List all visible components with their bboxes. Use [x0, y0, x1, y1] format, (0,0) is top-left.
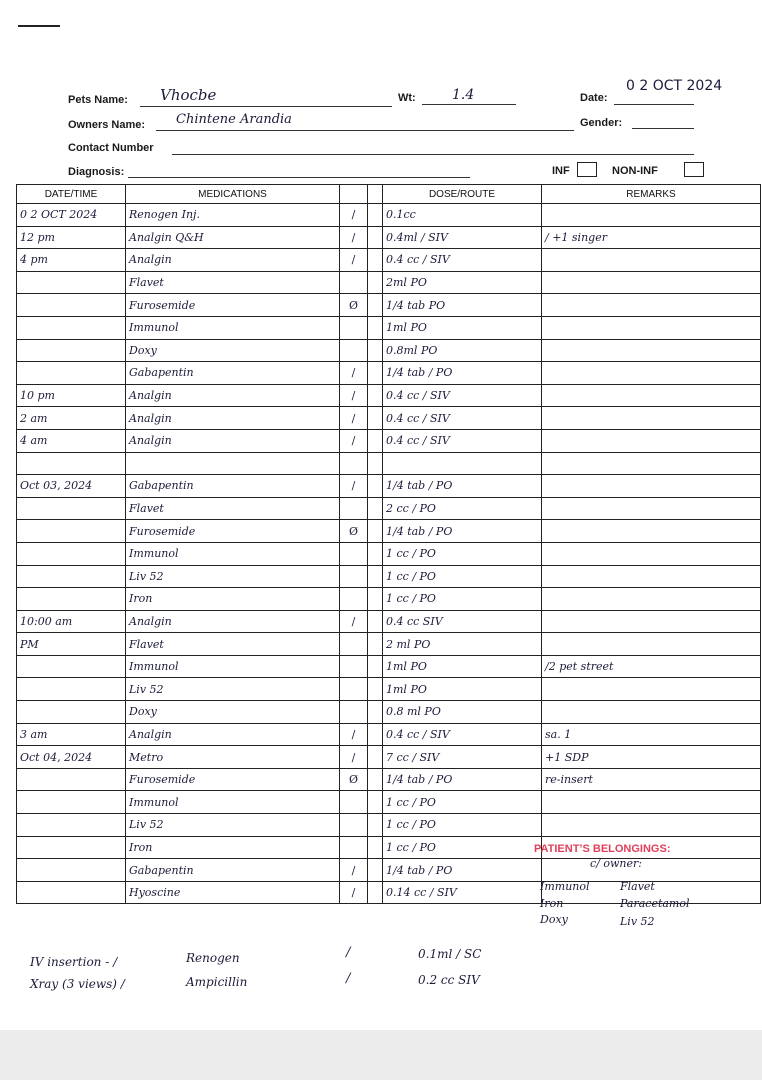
date-cell[interactable] — [17, 565, 126, 588]
dose-route-cell[interactable]: 1 cc / PO — [383, 542, 542, 565]
check-mark-cell[interactable] — [340, 339, 368, 362]
col-header-medications: MEDICATIONS — [126, 185, 340, 204]
date-cell[interactable]: 10 pm — [17, 384, 126, 407]
medication-cell[interactable]: Hyoscine — [126, 881, 340, 904]
table-row — [17, 249, 761, 272]
table-row — [17, 407, 761, 430]
check-mark-cell[interactable]: / — [340, 362, 368, 385]
remarks-cell[interactable] — [542, 294, 761, 317]
table-row — [17, 429, 761, 452]
remarks-cell[interactable] — [542, 452, 761, 475]
blank-cell[interactable] — [368, 678, 383, 701]
medication-cell[interactable] — [126, 452, 340, 475]
dose-route-cell[interactable]: 1/4 tab / PO — [383, 859, 542, 882]
blank-cell[interactable] — [368, 294, 383, 317]
table-row — [17, 294, 761, 317]
blank-cell[interactable] — [368, 791, 383, 814]
blank-cell[interactable] — [368, 339, 383, 362]
remarks-cell[interactable] — [542, 475, 761, 498]
medication-cell[interactable]: Metro — [126, 746, 340, 769]
remarks-cell[interactable] — [542, 316, 761, 339]
date-cell[interactable]: 3 am — [17, 723, 126, 746]
date-cell[interactable]: 2 am — [17, 407, 126, 430]
remarks-cell[interactable]: sa. 1 — [542, 723, 761, 746]
blank-cell[interactable] — [368, 633, 383, 656]
blank-cell[interactable] — [368, 429, 383, 452]
inf-label: INF — [552, 165, 570, 177]
dose-route-cell[interactable]: 0.1cc — [383, 204, 542, 227]
check-mark-cell[interactable]: / — [340, 249, 368, 272]
belongings-item: Flavet — [620, 880, 655, 893]
check-mark-cell[interactable]: / — [340, 429, 368, 452]
date-cell[interactable]: 4 pm — [17, 249, 126, 272]
date-cell[interactable] — [17, 881, 126, 904]
wt-line — [422, 104, 516, 105]
dose-route-cell[interactable]: 1ml PO — [383, 316, 542, 339]
dose-route-cell[interactable]: 1 cc / PO — [383, 836, 542, 859]
dose-route-cell[interactable] — [383, 452, 542, 475]
date-cell[interactable] — [17, 294, 126, 317]
remarks-cell[interactable] — [542, 633, 761, 656]
remarks-cell[interactable] — [542, 362, 761, 385]
dose-route-cell[interactable]: 1/4 tab PO — [383, 294, 542, 317]
dose-route-cell[interactable]: 0.4 cc / SIV — [383, 723, 542, 746]
table-header-row — [17, 185, 761, 204]
table-row — [17, 678, 761, 701]
blank-cell[interactable] — [368, 407, 383, 430]
blank-cell[interactable] — [368, 226, 383, 249]
dose-route-cell[interactable]: 1/4 tab / PO — [383, 768, 542, 791]
col-header-blank — [368, 185, 383, 204]
footer-note-mark: / — [346, 971, 351, 986]
diagnosis-line — [128, 177, 470, 178]
check-mark-cell[interactable] — [340, 701, 368, 724]
date-cell[interactable] — [17, 362, 126, 385]
belongings-item: Paracetamol — [620, 897, 690, 910]
table-row — [17, 226, 761, 249]
table-row — [17, 339, 761, 362]
table-row — [17, 723, 761, 746]
date-cell[interactable] — [17, 791, 126, 814]
medication-cell[interactable]: Gabapentin — [126, 362, 340, 385]
check-mark-cell[interactable]: Ø — [340, 768, 368, 791]
table-row — [17, 362, 761, 385]
medication-cell[interactable]: Liv 52 — [126, 814, 340, 837]
blank-cell[interactable] — [368, 723, 383, 746]
remarks-cell[interactable] — [542, 610, 761, 633]
blank-cell[interactable] — [368, 655, 383, 678]
table-row — [17, 565, 761, 588]
check-mark-cell[interactable]: / — [340, 407, 368, 430]
blank-cell[interactable] — [368, 859, 383, 882]
table-row — [17, 316, 761, 339]
remarks-cell[interactable] — [542, 339, 761, 362]
belongings-item: Iron — [540, 897, 564, 910]
medication-cell[interactable]: Analgin — [126, 723, 340, 746]
footer-note-dose: 0.2 cc SIV — [418, 973, 480, 987]
non-inf-checkbox[interactable] — [684, 162, 704, 177]
contact-line — [172, 154, 694, 155]
table-row — [17, 746, 761, 769]
check-mark-cell[interactable]: / — [340, 226, 368, 249]
remarks-cell[interactable] — [542, 814, 761, 837]
remarks-cell[interactable]: +1 SDP — [542, 746, 761, 769]
medication-cell[interactable]: Gabapentin — [126, 859, 340, 882]
remarks-cell[interactable] — [542, 497, 761, 520]
date-cell[interactable] — [17, 678, 126, 701]
table-row — [17, 452, 761, 475]
col-header-check — [340, 185, 368, 204]
remarks-cell[interactable] — [542, 588, 761, 611]
corner-mark — [18, 25, 60, 27]
col-header-dose: DOSE/ROUTE — [383, 185, 542, 204]
dose-route-cell[interactable]: 1ml PO — [383, 655, 542, 678]
diagnosis-label: Diagnosis: — [68, 166, 125, 178]
check-mark-cell[interactable]: / — [340, 723, 368, 746]
dose-route-cell[interactable]: 0.8 ml PO — [383, 701, 542, 724]
dose-route-cell[interactable]: 2 ml PO — [383, 633, 542, 656]
date-cell[interactable] — [17, 859, 126, 882]
table-row — [17, 610, 761, 633]
medication-cell[interactable]: Liv 52 — [126, 565, 340, 588]
medication-cell[interactable]: Analgin — [126, 249, 340, 272]
blank-cell[interactable] — [368, 249, 383, 272]
pets-name-line — [140, 106, 392, 107]
date-cell[interactable] — [17, 271, 126, 294]
date-value[interactable]: 0 2 OCT 2024 — [626, 78, 723, 94]
remarks-cell[interactable] — [542, 859, 761, 882]
blank-cell[interactable] — [368, 881, 383, 904]
check-mark-cell[interactable]: Ø — [340, 520, 368, 543]
owners-name-label: Owners Name: — [68, 119, 146, 131]
check-mark-cell[interactable] — [340, 588, 368, 611]
check-mark-cell[interactable] — [340, 633, 368, 656]
footer-note-med: Ampicillin — [186, 975, 248, 989]
check-mark-cell[interactable] — [340, 655, 368, 678]
check-mark-cell[interactable] — [340, 542, 368, 565]
remarks-cell[interactable] — [542, 384, 761, 407]
dose-route-cell[interactable]: 1 cc / PO — [383, 565, 542, 588]
medication-cell[interactable]: Iron — [126, 836, 340, 859]
date-cell[interactable]: Oct 03, 2024 — [17, 475, 126, 498]
dose-route-cell[interactable]: 1 cc / PO — [383, 791, 542, 814]
date-cell[interactable] — [17, 701, 126, 724]
belongings-item: Liv 52 — [620, 915, 655, 928]
table-row — [17, 204, 761, 227]
date-cell[interactable] — [17, 814, 126, 837]
dose-route-cell[interactable]: 1/4 tab / PO — [383, 520, 542, 543]
remarks-cell[interactable] — [542, 429, 761, 452]
medication-cell[interactable]: Iron — [126, 588, 340, 611]
table-row — [17, 814, 761, 837]
table-row — [17, 475, 761, 498]
medication-cell[interactable]: Flavet — [126, 271, 340, 294]
check-mark-cell[interactable] — [340, 497, 368, 520]
gender-label: Gender: — [580, 117, 623, 129]
date-line — [614, 104, 694, 105]
belongings-item: Doxy — [540, 913, 568, 926]
remarks-cell[interactable] — [542, 204, 761, 227]
check-mark-cell[interactable] — [340, 452, 368, 475]
remarks-cell[interactable] — [542, 791, 761, 814]
check-mark-cell[interactable]: / — [340, 746, 368, 769]
footer-note-mark: / — [346, 945, 351, 960]
gender-line — [632, 128, 694, 129]
dose-route-cell[interactable]: 0.4 cc / SIV — [383, 429, 542, 452]
date-cell[interactable] — [17, 836, 126, 859]
check-mark-cell[interactable]: / — [340, 881, 368, 904]
dose-route-cell[interactable]: 7 cc / SIV — [383, 746, 542, 769]
dose-route-cell[interactable]: 1 cc / PO — [383, 588, 542, 611]
pets-name-label: Pets Name: — [68, 94, 128, 106]
medication-cell[interactable]: Doxy — [126, 339, 340, 362]
date-cell[interactable] — [17, 316, 126, 339]
blank-cell[interactable] — [368, 542, 383, 565]
check-mark-cell[interactable] — [340, 678, 368, 701]
remarks-cell[interactable] — [542, 271, 761, 294]
col-header-date: DATE/TIME — [17, 185, 126, 204]
medication-cell[interactable]: Analgin — [126, 407, 340, 430]
medication-cell[interactable]: Flavet — [126, 633, 340, 656]
remarks-cell[interactable]: re-insert — [542, 768, 761, 791]
date-cell[interactable] — [17, 655, 126, 678]
medication-cell[interactable]: Analgin — [126, 384, 340, 407]
check-mark-cell[interactable] — [340, 271, 368, 294]
blank-cell[interactable] — [368, 610, 383, 633]
footer-note-dose: 0.1ml / SC — [418, 947, 482, 961]
dose-route-cell[interactable]: 2 cc / PO — [383, 497, 542, 520]
blank-cell[interactable] — [368, 475, 383, 498]
date-cell[interactable] — [17, 497, 126, 520]
medication-cell[interactable]: Furosemide — [126, 294, 340, 317]
medication-table — [16, 184, 761, 904]
table-row — [17, 791, 761, 814]
dose-route-cell[interactable]: 1/4 tab / PO — [383, 362, 542, 385]
medication-cell[interactable]: Doxy — [126, 701, 340, 724]
remarks-cell[interactable] — [542, 407, 761, 430]
remarks-cell[interactable] — [542, 249, 761, 272]
medication-cell[interactable]: Immunol — [126, 316, 340, 339]
table-row — [17, 655, 761, 678]
remarks-cell[interactable] — [542, 520, 761, 543]
medication-cell[interactable]: Furosemide — [126, 768, 340, 791]
blank-cell[interactable] — [368, 701, 383, 724]
check-mark-cell[interactable] — [340, 791, 368, 814]
medication-cell[interactable]: Immunol — [126, 655, 340, 678]
dose-route-cell[interactable]: 1/4 tab / PO — [383, 475, 542, 498]
blank-cell[interactable] — [368, 452, 383, 475]
medication-cell[interactable]: Analgin — [126, 429, 340, 452]
remarks-cell[interactable] — [542, 542, 761, 565]
remarks-cell[interactable] — [542, 701, 761, 724]
non-inf-label: NON-INF — [612, 165, 658, 177]
date-label: Date: — [580, 92, 608, 104]
check-mark-cell[interactable]: / — [340, 204, 368, 227]
table-row — [17, 520, 761, 543]
check-mark-cell[interactable]: / — [340, 859, 368, 882]
blank-cell[interactable] — [368, 204, 383, 227]
blank-cell[interactable] — [368, 746, 383, 769]
dose-route-cell[interactable]: 0.4ml / SIV — [383, 226, 542, 249]
blank-cell[interactable] — [368, 588, 383, 611]
check-mark-cell[interactable] — [340, 316, 368, 339]
footer-note-left: IV insertion - / — [30, 955, 118, 969]
table-row — [17, 384, 761, 407]
medication-cell[interactable]: Renogen Inj. — [126, 204, 340, 227]
date-cell[interactable]: 4 am — [17, 429, 126, 452]
dose-route-cell[interactable]: 0.4 cc / SIV — [383, 407, 542, 430]
remarks-cell[interactable]: / +1 singer — [542, 226, 761, 249]
wt-label: Wt: — [398, 92, 416, 104]
dose-route-cell[interactable]: 1ml PO — [383, 678, 542, 701]
blank-cell[interactable] — [368, 814, 383, 837]
dose-route-cell[interactable]: 0.4 cc / SIV — [383, 249, 542, 272]
medication-cell[interactable]: Flavet — [126, 497, 340, 520]
table-body — [17, 204, 761, 904]
date-cell[interactable]: PM — [17, 633, 126, 656]
table-row — [17, 859, 761, 882]
table-row — [17, 542, 761, 565]
date-cell[interactable]: 0 2 OCT 2024 — [17, 204, 126, 227]
blank-cell[interactable] — [368, 520, 383, 543]
date-cell[interactable]: Oct 04, 2024 — [17, 746, 126, 769]
date-cell[interactable]: 10:00 am — [17, 610, 126, 633]
date-cell[interactable] — [17, 520, 126, 543]
dose-route-cell[interactable]: 2ml PO — [383, 271, 542, 294]
dose-route-cell[interactable]: 1 cc / PO — [383, 814, 542, 837]
medication-cell[interactable]: Analgin Q&H — [126, 226, 340, 249]
check-mark-cell[interactable]: / — [340, 475, 368, 498]
medication-cell[interactable]: Immunol — [126, 791, 340, 814]
check-mark-cell[interactable]: Ø — [340, 294, 368, 317]
dose-route-cell[interactable]: 0.8ml PO — [383, 339, 542, 362]
belongings-title: PATIENT’S BELONGINGS: — [534, 843, 671, 855]
medication-cell[interactable]: Furosemide — [126, 520, 340, 543]
dose-route-cell[interactable]: 0.4 cc SIV — [383, 610, 542, 633]
date-cell[interactable] — [17, 452, 126, 475]
check-mark-cell[interactable]: / — [340, 610, 368, 633]
check-mark-cell[interactable] — [340, 814, 368, 837]
blank-cell[interactable] — [368, 316, 383, 339]
check-mark-cell[interactable]: / — [340, 384, 368, 407]
blank-cell[interactable] — [368, 565, 383, 588]
date-cell[interactable] — [17, 768, 126, 791]
contact-label: Contact Number — [68, 142, 154, 154]
remarks-cell[interactable]: /2 pet street — [542, 655, 761, 678]
blank-cell[interactable] — [368, 271, 383, 294]
medication-cell[interactable]: Immunol — [126, 542, 340, 565]
blank-cell[interactable] — [368, 362, 383, 385]
remarks-cell[interactable] — [542, 678, 761, 701]
date-cell[interactable] — [17, 588, 126, 611]
blank-cell[interactable] — [368, 384, 383, 407]
table-row — [17, 768, 761, 791]
col-header-remarks: REMARKS — [542, 185, 761, 204]
remarks-cell[interactable] — [542, 565, 761, 588]
belongings-item: Immunol — [540, 880, 590, 893]
blank-cell[interactable] — [368, 836, 383, 859]
table-row — [17, 588, 761, 611]
footer-note-left: Xray (3 views) / — [30, 977, 125, 991]
medication-cell[interactable]: Liv 52 — [126, 678, 340, 701]
belongings-note: c/ owner: — [590, 857, 642, 870]
table-row — [17, 271, 761, 294]
wt-value[interactable]: 1.4 — [452, 87, 475, 103]
date-cell[interactable] — [17, 542, 126, 565]
dose-route-cell[interactable]: 0.14 cc / SIV — [383, 881, 542, 904]
check-mark-cell[interactable] — [340, 836, 368, 859]
owners-name-value[interactable]: Chintene Arandia — [176, 112, 292, 127]
table-row — [17, 497, 761, 520]
inf-checkbox[interactable] — [577, 162, 597, 177]
footer-note-med: Renogen — [186, 951, 240, 965]
blank-cell[interactable] — [368, 497, 383, 520]
medication-cell[interactable]: Gabapentin — [126, 475, 340, 498]
owners-name-line — [156, 130, 574, 131]
pets-name-value[interactable]: Vhocbe — [160, 86, 217, 104]
date-cell[interactable]: 12 pm — [17, 226, 126, 249]
table-row — [17, 633, 761, 656]
check-mark-cell[interactable] — [340, 565, 368, 588]
blank-cell[interactable] — [368, 768, 383, 791]
date-cell[interactable] — [17, 339, 126, 362]
dose-route-cell[interactable]: 0.4 cc / SIV — [383, 384, 542, 407]
medication-cell[interactable]: Analgin — [126, 610, 340, 633]
table-row — [17, 701, 761, 724]
